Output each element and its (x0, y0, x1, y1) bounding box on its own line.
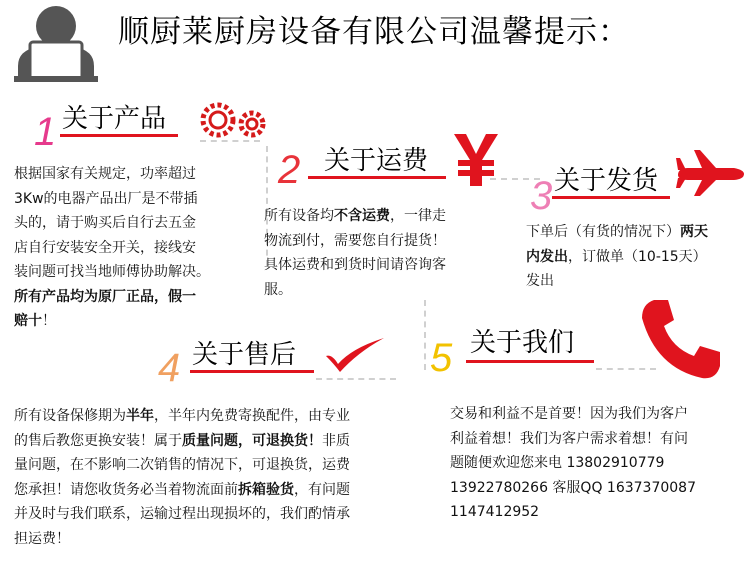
text-run: 13922780266 客服QQ 1637370087 (450, 479, 696, 496)
body-line (526, 245, 750, 270)
body-line (14, 187, 250, 212)
section-2-body (264, 204, 494, 302)
body-line (526, 269, 750, 294)
section-5-body (450, 402, 746, 525)
bold-text: 不含运费 (334, 208, 390, 224)
text-run: 下单后（有货的情况下） (526, 224, 680, 240)
body-line (14, 429, 434, 454)
text-run: ！ (42, 313, 56, 329)
text-run: 装问题可找当地师傅协助解决。 (14, 264, 210, 280)
section-4-divider (316, 378, 396, 380)
gears-icon (196, 98, 274, 142)
body-line (450, 402, 746, 427)
body-line (14, 502, 434, 527)
body-line (450, 500, 746, 525)
bold-text: 拆箱验货 (238, 481, 294, 498)
section-1-underline (60, 134, 178, 137)
text-run: 交易和利益不是首要！因为我们为客户 (450, 406, 688, 422)
section-5-underline (466, 360, 594, 363)
text-run: 所有设备保修期为 (14, 408, 126, 424)
section-4-body (14, 404, 434, 551)
telephone-icon (636, 294, 726, 384)
text-run: 所有设备均 (264, 208, 334, 224)
body-line (14, 236, 250, 261)
text-run: 具体运费和到货时间请咨询客 (264, 257, 446, 273)
yuan-icon (452, 130, 500, 190)
bold-text: 质量问题，可退换货！ (182, 432, 322, 449)
section-1-heading: 关于产品 (62, 104, 167, 134)
text-run: 3Kw的电器产品出厂是不带插 (14, 190, 198, 207)
text-run: 担运费！ (14, 530, 70, 547)
body-line (14, 285, 250, 310)
body-line (526, 220, 750, 245)
body-line (264, 204, 494, 229)
bold-text: 内发出 (526, 248, 568, 265)
text-run: 量问题，在不影响二次销售的情况下，可退换货，运费 (14, 457, 350, 473)
section-1-number: 1 (34, 110, 57, 154)
body-line (14, 309, 250, 334)
section-3-heading: 关于发货 (554, 166, 659, 196)
body-line (14, 260, 250, 285)
section-2-underline (308, 176, 446, 179)
section-4-heading: 关于售后 (192, 340, 297, 370)
section-5-left-divider (424, 300, 426, 370)
body-line (450, 451, 746, 476)
section-2-number: 2 (278, 148, 301, 192)
section-3-number: 3 (530, 174, 553, 218)
body-line (14, 527, 434, 552)
body-line (14, 478, 434, 503)
text-run: 1147412952 (450, 504, 540, 520)
text-run: 服。 (264, 281, 292, 298)
text-run: ，有问题 (294, 481, 350, 498)
body-line (264, 229, 494, 254)
section-4-underline (190, 370, 314, 373)
bold-text: 赔十 (14, 313, 42, 329)
bold-text: 两天 (680, 224, 708, 240)
section-3-body (526, 220, 750, 294)
text-run: ，订做单（10-15天） (568, 248, 707, 265)
body-line (14, 453, 434, 478)
section-3-underline (552, 196, 670, 199)
body-line (14, 162, 250, 187)
body-line (264, 253, 494, 278)
text-run: 利益着想！我们为客户需求着想！有问 (450, 430, 688, 447)
text-run: 店自行安装安全开关，接线安 (14, 239, 196, 256)
text-run: 发出 (526, 273, 554, 289)
text-run: 的售后教您更换安装！属于 (14, 432, 182, 449)
text-run: 根据国家有关规定，功率超过 (14, 166, 196, 182)
text-run: 物流到付，需要您自行提货！ (264, 232, 446, 249)
text-run: 头的，请于购买后自行去五金 (14, 215, 196, 231)
body-line (14, 404, 434, 429)
text-run: 非质 (322, 432, 350, 449)
user-icon (8, 2, 104, 82)
section-4-number: 4 (158, 346, 181, 390)
text-run: ，半年内免费寄换配件，由专业 (154, 408, 350, 424)
text-run: 并及时与我们联系，运输过程出现损坏的，我们酌情承 (14, 506, 350, 522)
section-5-heading: 关于我们 (470, 328, 575, 358)
body-line (14, 211, 250, 236)
body-line (264, 278, 494, 303)
bold-text: 所有产品均为原厂正品，假一 (14, 288, 196, 305)
bold-text: 半年 (126, 408, 154, 424)
checkmark-icon (322, 334, 388, 374)
section-2-heading: 关于运费 (324, 146, 429, 176)
body-line (450, 476, 746, 501)
text-run: 您承担！请您收货务必当着物流面前 (14, 481, 238, 498)
section-1-body (14, 162, 250, 334)
body-line (450, 427, 746, 452)
page-title: 顺厨莱厨房设备有限公司温馨提示： (118, 14, 630, 50)
section-5-number: 5 (430, 336, 453, 380)
airplane-icon (674, 148, 746, 198)
text-run: ，一律走 (390, 208, 446, 224)
text-run: 题随便欢迎您来电 13802910779 (450, 455, 665, 471)
